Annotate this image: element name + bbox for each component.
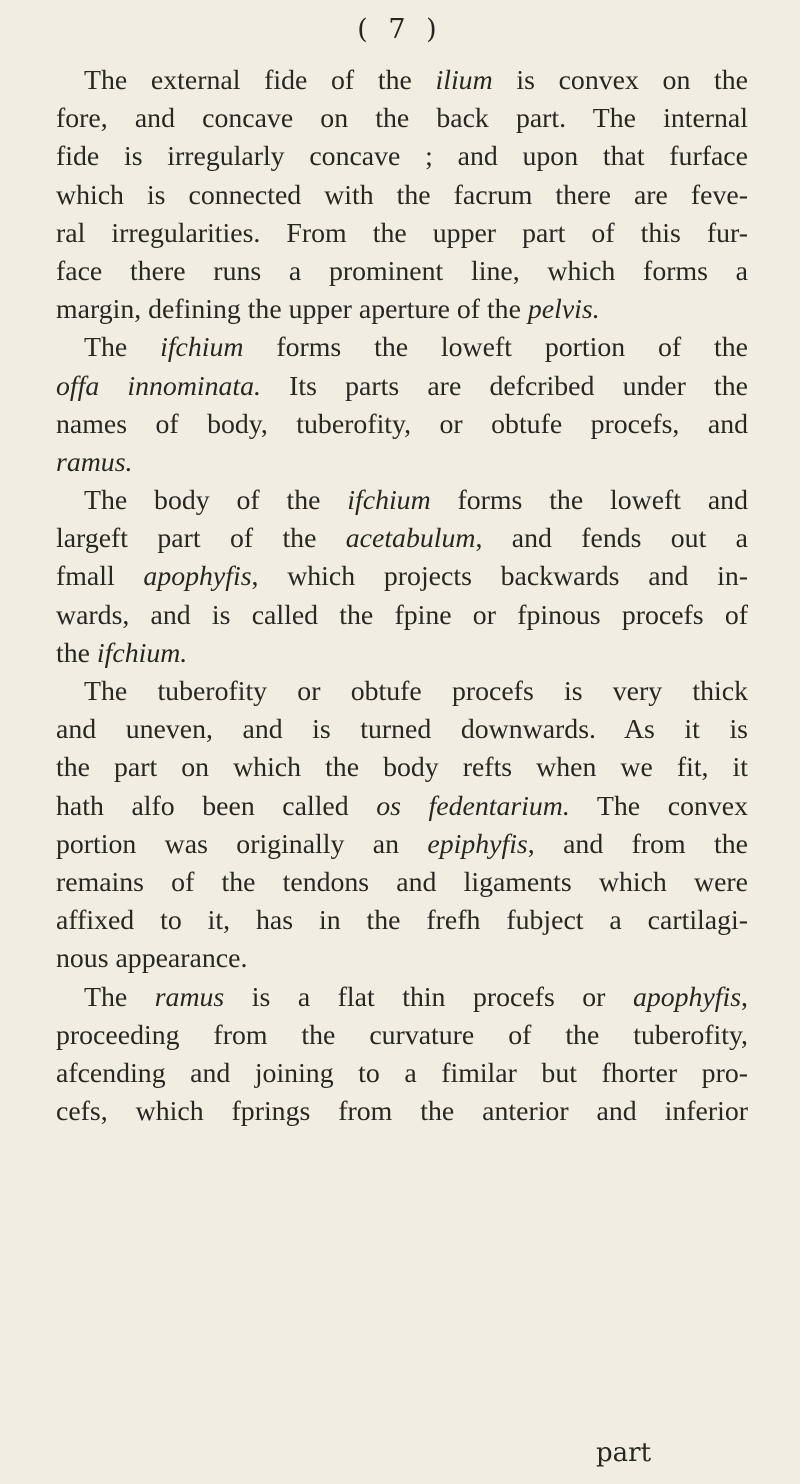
text-line [56,902,748,940]
text-run: remains of the tendons and ligaments which were [56,866,748,898]
italic-term: pelvis. [527,294,600,326]
text-run: The external fide of the [84,65,436,96]
text-run: The [84,332,161,364]
text-line [56,253,748,291]
paragraph [56,482,748,673]
body-text [56,62,748,1131]
text-run: The tuberofity or obtufe procefs is very thick [84,676,748,707]
text-run: proceeding from the curvature of the tuberofity, [56,1019,748,1051]
text-line [56,711,748,749]
text-run: forms the loweft and [430,485,748,517]
italic-term: apophyfis [632,981,742,1013]
text-line [56,406,748,444]
text-run: is a flat thin procefs or [224,981,633,1013]
italic-term: offa innominata. [56,370,261,402]
text-run: The convex [569,790,748,822]
text-line [56,749,748,787]
text-line [56,482,748,520]
text-line [56,520,748,558]
paragraph [56,979,748,1132]
text-line [56,138,748,176]
text-line [56,62,748,100]
text-line [56,673,748,711]
italic-term: epiphyfis [427,828,528,860]
text-run: the part on which the body refts when we fit, it [56,752,748,784]
text-run: , which projects backwards and in- [251,561,748,593]
text-line [56,177,748,215]
page-number: ( 7 ) [357,14,443,45]
italic-term: ifchium. [96,637,188,669]
italic-term: ifchium [160,332,244,364]
text-run: afcending and joining to a fimilar but fhorter pro- [56,1057,748,1089]
text-line [56,940,748,978]
text-line [56,597,748,635]
text-line [56,1055,748,1093]
text-line [56,1017,748,1055]
italic-term: apophyfis [143,561,252,593]
text-run: portion was originally an [56,828,428,860]
text-run: , and from the [527,828,748,860]
paragraph [56,329,748,482]
text-run: fore, and concave on the back part. The internal [56,103,748,135]
text-run: The [84,981,155,1013]
text-line [56,444,748,482]
italic-term: ramus. [56,446,133,478]
text-line [56,788,748,826]
text-run: nous appearance. [56,943,248,975]
text-line [56,368,748,406]
text-run: , and fends out a [475,523,748,555]
text-run: fmall [56,561,144,593]
italic-term: ilium [435,65,493,96]
text-run: hath alfo been called [56,790,377,822]
text-run: names of body, tuberofity, or obtufe procefs, and [56,408,748,440]
text-run: which is connected with the facrum there are feve- [56,179,748,211]
paragraph [56,673,748,979]
catchword: part [596,1438,652,1468]
paragraph [56,62,748,329]
text-line [56,1093,748,1131]
text-run: wards, and is called the fpine or fpinous procefs of [56,599,748,631]
text-run: the [56,637,97,669]
text-run: The body of the [84,485,348,517]
text-line [56,558,748,596]
text-line [56,291,748,329]
italic-term: acetabulum [345,523,476,555]
text-run: face there runs a prominent line, which forms a [56,255,748,287]
text-run: largeft part of the [56,523,346,555]
text-line [56,329,748,367]
text-run: ral irregularities. From the upper part of this fur- [56,217,748,249]
text-run: Its parts are defcribed under the [261,370,748,402]
italic-term: os fedentarium. [376,790,570,822]
text-line [56,864,748,902]
text-line [56,979,748,1017]
text-run: , [741,981,748,1013]
text-run: fide is irregularly concave ; and upon that furface [56,141,748,173]
text-run: cefs, which fprings from the anterior and inferior [56,1096,748,1128]
text-run: affixed to it, has in the frefh fubject a cartilagi- [56,905,748,937]
text-line [56,635,748,673]
text-line [56,215,748,253]
text-run: forms the loweft portion of the [243,332,748,364]
text-run: is convex on the [492,65,748,96]
text-line [56,826,748,864]
text-run: margin, defining the upper aperture of the [56,294,528,326]
italic-term: ramus [154,981,225,1013]
italic-term: ifchium [347,485,431,517]
text-line [56,100,748,138]
text-run: and uneven, and is turned downwards. As it is [56,714,748,746]
